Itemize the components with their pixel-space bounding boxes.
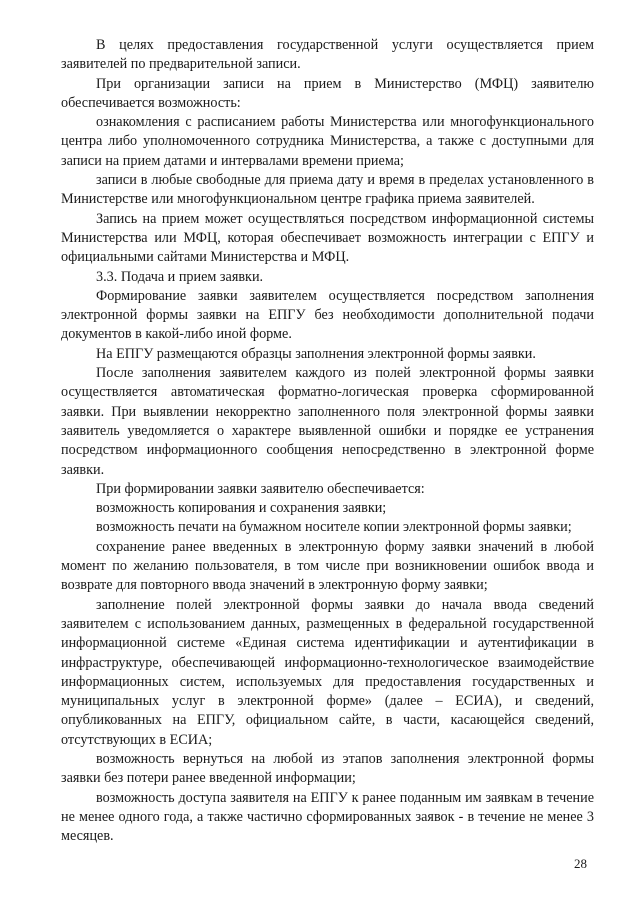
list-item: возможность доступа заявителя на ЕПГУ к ранее поданным им заявкам в течение не менее одного года, а также частично сформированных заявок - в течение не менее 3 месяцев. bbox=[61, 789, 594, 845]
list-item: заполнение полей электронной формы заявки до начала ввода сведений заявителем с использованием данных, размещенных в федеральной государственной информационной системе «Единая система идентификации и аутентификации в инфраструктуре, обеспечивающей информационно-технологическое взаимодействие информационных систем, используемых для предоставления государственных и муниципальных услуг в электронной форме» (далее – ЕСИА), и сведений, опубликованных на ЕПГУ, официальном сайте, в части, касающейся сведений, отсутствующих в ЕСИА; bbox=[61, 596, 594, 748]
paragraph: На ЕПГУ размещаются образцы заполнения электронной формы заявки. bbox=[96, 345, 536, 362]
section-heading: 3.3. Подача и прием заявки. bbox=[96, 268, 264, 285]
list-item: возможность вернуться на любой из этапов заполнения электронной формы заявки без потери ранее введенной информации; bbox=[61, 750, 594, 787]
paragraph: ознакомления с расписанием работы Министерства или многофункционального центра либо уполномоченного сотрудника Министерства, а также с доступными для записи на прием датами и интервалами времени приема; bbox=[61, 114, 594, 169]
paragraph: В целях предоставления государственной услуги осуществляется прием заявителей по предварительной записи. bbox=[61, 37, 594, 73]
paragraph: При формировании заявки заявителю обеспечивается: bbox=[96, 480, 425, 497]
document-body bbox=[61, 36, 594, 846]
paragraph: Запись на прием может осуществляться посредством информационной системы Министерства или МФЦ, которая обеспечивает возможность интеграции с ЕПГУ и официальными сайтами Министерства и МФЦ. bbox=[61, 210, 594, 266]
list-item: сохранение ранее введенных в электронную форму заявки значений в любой момент по желанию пользователя, в том числе при возникновении ошибок ввода и возврате для повторного ввода значений в электронную форму заявки; bbox=[61, 538, 594, 594]
page-number: 28 bbox=[574, 856, 587, 871]
list-item: возможность копирования и сохранения заявки; bbox=[96, 500, 387, 517]
paragraph: При организации записи на прием в Министерство (МФЦ) заявителю обеспечивается возможность: bbox=[61, 75, 594, 111]
list-item: возможность печати на бумажном носителе копии электронной формы заявки; bbox=[96, 519, 572, 536]
paragraph: После заполнения заявителем каждого из полей электронной формы заявки осуществляется автоматическая форматно-логическая проверка сформированной заявки. При выявлении некорректно заполненного поля электронной формы заявки заявитель уведомляется о характере выявленной ошибки и порядке ее устранения посредством информационного сообщения непосредственно в электронной форме заявки. bbox=[61, 365, 594, 478]
paragraph: записи в любые свободные для приема дату и время в пределах установленного в Министерстве или многофункциональном центре графика приема заявителей. bbox=[61, 172, 594, 208]
paragraph: Формирование заявки заявителем осуществляется посредством заполнения электронной формы заявки на ЕПГУ без необходимости дополнительной подачи документов в какой-либо иной форме. bbox=[61, 287, 594, 343]
